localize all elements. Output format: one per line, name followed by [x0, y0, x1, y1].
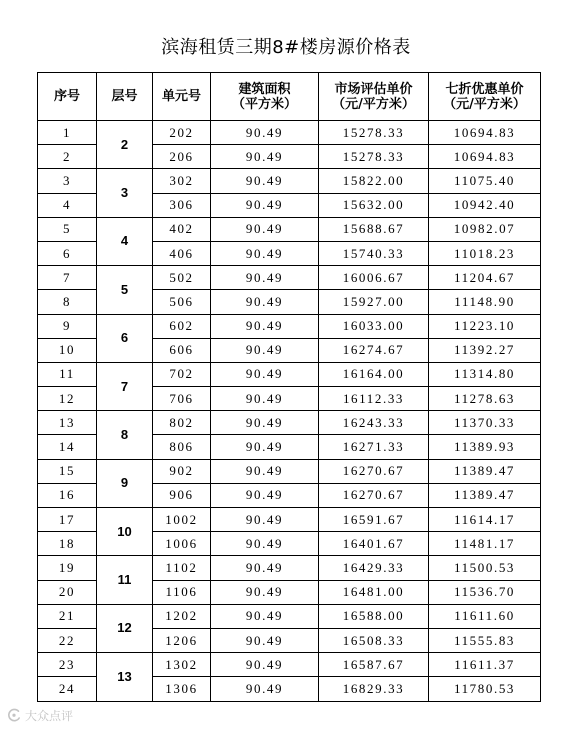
cell-discount-price: 10982.07: [429, 217, 541, 241]
table-row: [38, 556, 541, 580]
cell-discount-price: 11481.17: [429, 532, 541, 556]
cell-unit: 806: [153, 435, 211, 459]
cell-floor: 5: [97, 266, 153, 314]
cell-area: 90.49: [211, 604, 319, 628]
table-row: [38, 653, 541, 677]
cell-seq: 7: [38, 266, 97, 290]
cell-discount-price: 11278.63: [429, 387, 541, 411]
table-row: [38, 121, 541, 145]
cell-unit: 706: [153, 387, 211, 411]
cell-market-price: 16274.67: [319, 338, 429, 362]
cell-area: 90.49: [211, 532, 319, 556]
cell-area: 90.49: [211, 193, 319, 217]
header-discount-price: [429, 73, 541, 121]
cell-area: 90.49: [211, 653, 319, 677]
cell-floor: 2: [97, 121, 153, 169]
cell-unit: 802: [153, 411, 211, 435]
cell-discount-price: 11370.33: [429, 411, 541, 435]
cell-unit: 902: [153, 459, 211, 483]
table-row: [38, 459, 541, 483]
header-discount-price-title: 七折优惠单价: [445, 81, 524, 97]
cell-discount-price: 11389.47: [429, 483, 541, 507]
cell-seq: 16: [38, 483, 97, 507]
cell-discount-price: 11611.60: [429, 604, 541, 628]
cell-seq: 14: [38, 435, 97, 459]
cell-area: 90.49: [211, 387, 319, 411]
cell-seq: 11: [38, 362, 97, 386]
cell-discount-price: 11500.53: [429, 556, 541, 580]
cell-floor: 13: [97, 653, 153, 701]
cell-discount-price: 11018.23: [429, 241, 541, 265]
cell-unit: 1306: [153, 677, 211, 701]
cell-discount-price: 11611.37: [429, 653, 541, 677]
cell-discount-price: 11204.67: [429, 266, 541, 290]
table-body: [38, 121, 541, 702]
cell-seq: 13: [38, 411, 97, 435]
cell-seq: 17: [38, 508, 97, 532]
cell-floor: 7: [97, 362, 153, 410]
header-market-price: [319, 73, 429, 121]
cell-unit: 906: [153, 483, 211, 507]
page-title: 滨海租赁三期8#楼房源价格表: [161, 37, 411, 58]
cell-market-price: 16033.00: [319, 314, 429, 338]
cell-market-price: 16164.00: [319, 362, 429, 386]
cell-seq: 18: [38, 532, 97, 556]
cell-unit: 1106: [153, 580, 211, 604]
cell-market-price: 16112.33: [319, 387, 429, 411]
table-row: [38, 217, 541, 241]
cell-market-price: 15688.67: [319, 217, 429, 241]
table-row: [38, 604, 541, 628]
cell-floor: 9: [97, 459, 153, 507]
cell-area: 90.49: [211, 121, 319, 145]
header-market-price-title: 市场评估单价: [334, 81, 413, 97]
cell-unit: 202: [153, 121, 211, 145]
cell-unit: 1006: [153, 532, 211, 556]
cell-discount-price: 11223.10: [429, 314, 541, 338]
cell-seq: 2: [38, 145, 97, 169]
cell-floor: 4: [97, 217, 153, 265]
cell-seq: 21: [38, 604, 97, 628]
cell-area: 90.49: [211, 677, 319, 701]
cell-market-price: 16271.33: [319, 435, 429, 459]
cell-seq: 19: [38, 556, 97, 580]
cell-area: 90.49: [211, 628, 319, 652]
cell-unit: 306: [153, 193, 211, 217]
cell-market-price: 16481.00: [319, 580, 429, 604]
cell-floor: 3: [97, 169, 153, 217]
cell-market-price: 16401.67: [319, 532, 429, 556]
header-area-unit: （平方米）: [231, 96, 297, 112]
cell-discount-price: 10694.83: [429, 121, 541, 145]
cell-unit: 602: [153, 314, 211, 338]
header-area-title: 建筑面积: [238, 81, 291, 97]
cell-unit: 206: [153, 145, 211, 169]
cell-seq: 8: [38, 290, 97, 314]
cell-unit: 1302: [153, 653, 211, 677]
cell-market-price: 15278.33: [319, 145, 429, 169]
cell-seq: 23: [38, 653, 97, 677]
cell-market-price: 15632.00: [319, 193, 429, 217]
cell-floor: 10: [97, 508, 153, 556]
cell-market-price: 16588.00: [319, 604, 429, 628]
cell-area: 90.49: [211, 145, 319, 169]
cell-seq: 24: [38, 677, 97, 701]
table-header: [38, 73, 541, 121]
price-table: [37, 72, 541, 702]
cell-seq: 15: [38, 459, 97, 483]
header-market-price-unit: （元/平方米）: [332, 96, 415, 112]
cell-unit: 402: [153, 217, 211, 241]
cell-discount-price: 10694.83: [429, 145, 541, 169]
cell-discount-price: 11555.83: [429, 628, 541, 652]
cell-market-price: 15822.00: [319, 169, 429, 193]
cell-discount-price: 11780.53: [429, 677, 541, 701]
cell-discount-price: 11389.93: [429, 435, 541, 459]
cell-area: 90.49: [211, 266, 319, 290]
cell-floor: 8: [97, 411, 153, 459]
cell-seq: 5: [38, 217, 97, 241]
header-seq: 序号: [38, 73, 97, 121]
cell-market-price: 16270.67: [319, 483, 429, 507]
cell-seq: 4: [38, 193, 97, 217]
cell-unit: 1102: [153, 556, 211, 580]
cell-discount-price: 11314.80: [429, 362, 541, 386]
cell-unit: 502: [153, 266, 211, 290]
cell-area: 90.49: [211, 411, 319, 435]
cell-seq: 9: [38, 314, 97, 338]
cell-unit: 1206: [153, 628, 211, 652]
cell-seq: 6: [38, 241, 97, 265]
header-floor: 层号: [97, 73, 153, 121]
watermark-logo-icon: [6, 707, 22, 723]
header-unit: 单元号: [153, 73, 211, 121]
watermark: [6, 706, 73, 724]
cell-floor: 6: [97, 314, 153, 362]
cell-seq: 1: [38, 121, 97, 145]
cell-unit: 1002: [153, 508, 211, 532]
cell-seq: 10: [38, 338, 97, 362]
cell-discount-price: 11075.40: [429, 169, 541, 193]
cell-floor: 11: [97, 556, 153, 604]
cell-area: 90.49: [211, 435, 319, 459]
header-row: [38, 73, 541, 121]
cell-unit: 406: [153, 241, 211, 265]
cell-seq: 20: [38, 580, 97, 604]
header-discount-price-unit: （元/平方米）: [443, 96, 526, 112]
cell-area: 90.49: [211, 169, 319, 193]
cell-unit: 302: [153, 169, 211, 193]
cell-market-price: 16006.67: [319, 266, 429, 290]
cell-area: 90.49: [211, 362, 319, 386]
cell-unit: 506: [153, 290, 211, 314]
cell-unit: 702: [153, 362, 211, 386]
table-row: [38, 508, 541, 532]
cell-discount-price: 11389.47: [429, 459, 541, 483]
cell-area: 90.49: [211, 314, 319, 338]
cell-discount-price: 11614.17: [429, 508, 541, 532]
table-row: [38, 314, 541, 338]
cell-area: 90.49: [211, 338, 319, 362]
table-row: [38, 411, 541, 435]
cell-discount-price: 10942.40: [429, 193, 541, 217]
cell-unit: 606: [153, 338, 211, 362]
header-area: [211, 73, 319, 121]
table-row: [38, 266, 541, 290]
cell-seq: 22: [38, 628, 97, 652]
cell-market-price: 16587.67: [319, 653, 429, 677]
cell-market-price: 16243.33: [319, 411, 429, 435]
cell-area: 90.49: [211, 290, 319, 314]
cell-seq: 12: [38, 387, 97, 411]
cell-market-price: 15927.00: [319, 290, 429, 314]
cell-market-price: 15740.33: [319, 241, 429, 265]
table-row: [38, 362, 541, 386]
cell-discount-price: 11392.27: [429, 338, 541, 362]
cell-area: 90.49: [211, 217, 319, 241]
cell-area: 90.49: [211, 580, 319, 604]
cell-area: 90.49: [211, 508, 319, 532]
watermark-text: 大众点评: [25, 708, 74, 723]
cell-discount-price: 11148.90: [429, 290, 541, 314]
cell-market-price: 16508.33: [319, 628, 429, 652]
cell-market-price: 16429.33: [319, 556, 429, 580]
cell-discount-price: 11536.70: [429, 580, 541, 604]
cell-seq: 3: [38, 169, 97, 193]
cell-area: 90.49: [211, 459, 319, 483]
cell-area: 90.49: [211, 483, 319, 507]
cell-floor: 12: [97, 604, 153, 652]
cell-market-price: 15278.33: [319, 121, 429, 145]
cell-area: 90.49: [211, 556, 319, 580]
cell-market-price: 16591.67: [319, 508, 429, 532]
cell-unit: 1202: [153, 604, 211, 628]
table-row: [38, 169, 541, 193]
cell-area: 90.49: [211, 241, 319, 265]
cell-market-price: 16270.67: [319, 459, 429, 483]
cell-market-price: 16829.33: [319, 677, 429, 701]
